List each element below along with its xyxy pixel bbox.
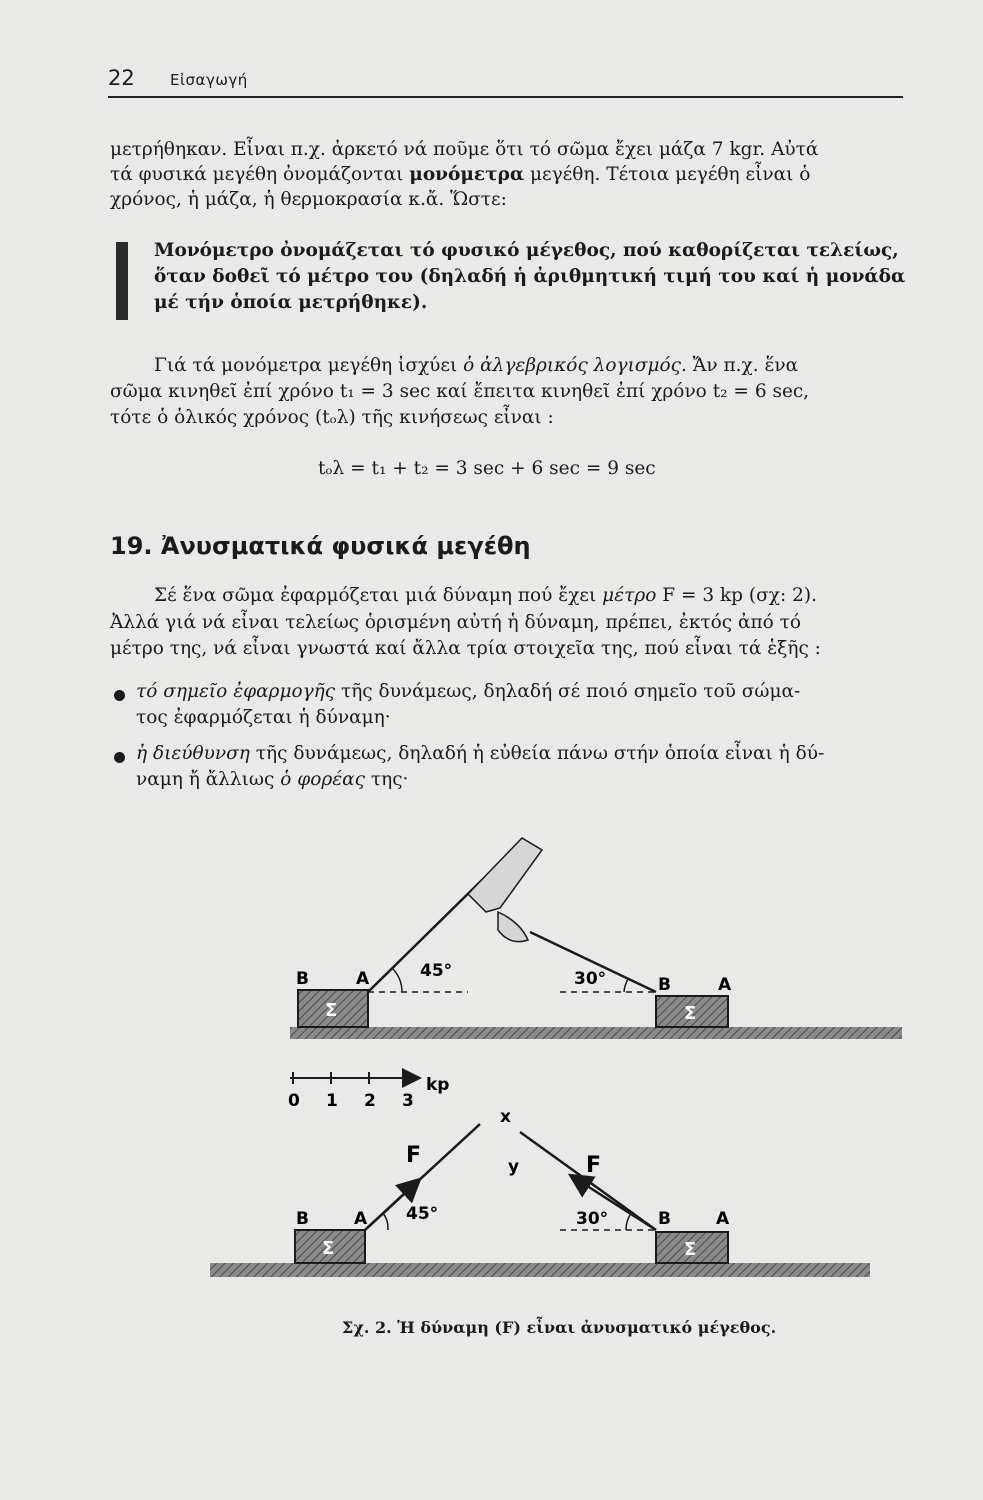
bullet-2-line-2: ναμη ἤ ἄλλιως ὁ φορέας της· bbox=[136, 769, 409, 790]
pushing-hand-icon bbox=[498, 912, 528, 942]
bottom-right-force-label: F bbox=[586, 1153, 602, 1178]
bottom-right-body-label: Σ bbox=[684, 1239, 697, 1260]
term-monometra: μονόμετρα bbox=[409, 164, 525, 185]
section-line-1: Σέ ἕνα σῶμα ἐφαρμόζεται μιά δύναμη πού ἔχει μέτρο F = 3 kp (σχ: 2). bbox=[154, 585, 817, 606]
intro-line-3: χρόνος, ἡ μάζα, ἡ θερμοκρασία κ.ἄ. Ὥστε: bbox=[110, 189, 507, 210]
label-x: x bbox=[500, 1107, 511, 1127]
algebra-line-2: σῶμα κινηθεῖ ἐπί χρόνο t₁ = 3 sec καί ἔπειτα κινηθεῖ ἐπί χρόνο t₂ = 6 sec, bbox=[110, 381, 810, 402]
bottom-ground-surface bbox=[210, 1263, 870, 1277]
top-left-angle-label: 45° bbox=[420, 961, 453, 981]
scale-unit: kp bbox=[426, 1075, 450, 1095]
force-scale bbox=[288, 1072, 449, 1111]
bottom-right-label-a: A bbox=[716, 1209, 730, 1229]
bullet-dot-1 bbox=[114, 690, 125, 701]
top-left-label-b: B bbox=[296, 969, 309, 989]
top-left-angle-arc bbox=[392, 968, 402, 992]
definition-marker-bar bbox=[116, 242, 128, 320]
pulling-hand-icon bbox=[468, 838, 542, 912]
running-title: Εἰσαγωγή bbox=[170, 71, 248, 89]
label-y: y bbox=[508, 1157, 520, 1177]
top-right-label-b: B bbox=[658, 975, 671, 995]
scale-label-2: 2 bbox=[364, 1091, 376, 1111]
section-line-2: Ἀλλά γιά νά εἶναι τελείως ὁρισμένη αὐτή ἡ δύναμη, πρέπει, ἐκτός ἀπό τό bbox=[110, 612, 802, 633]
bottom-right-label-b: B bbox=[658, 1209, 671, 1229]
bullet-dot-2 bbox=[114, 752, 125, 763]
bottom-right-angle-arc bbox=[626, 1215, 630, 1230]
bullet-1-line-1: τό σημεῖο ἐφαρμογῆς τῆς δυνάμεως, δηλαδή σέ ποιό σημεῖο τοῦ σώμα- bbox=[136, 681, 801, 702]
algebra-line-1: Γιά τά μονόμετρα μεγέθη ἰσχύει ὁ ἀλγεβρικός λογισμός. Ἄν π.χ. ἕνα bbox=[154, 355, 799, 376]
scale-label-1: 1 bbox=[326, 1091, 338, 1111]
bottom-right-angle-label: 30° bbox=[576, 1209, 609, 1229]
bottom-left-angle-label: 45° bbox=[406, 1204, 439, 1224]
page-number: 22 bbox=[108, 66, 135, 90]
bottom-diagram bbox=[210, 1107, 870, 1277]
top-left-body-label: Σ bbox=[325, 1000, 338, 1021]
top-right-label-a: A bbox=[718, 975, 732, 995]
intro-line-1: μετρήθηκαν. Εἶναι π.χ. ἀρκετό νά ποῦμε ὅτι τό σῶμα ἔχει μάζα 7 kgr. Αὐτά bbox=[110, 139, 819, 160]
bottom-left-body-label: Σ bbox=[322, 1238, 335, 1259]
figure-2-force-vector bbox=[150, 820, 930, 1350]
scale-label-3: 3 bbox=[402, 1091, 414, 1111]
total-time-formula: tₒλ = t₁ + t₂ = 3 sec + 6 sec = 9 sec bbox=[318, 458, 656, 479]
header-rule bbox=[108, 96, 903, 98]
bullet-1-line-2: τος ἐφαρμόζεται ἡ δύναμη· bbox=[136, 707, 391, 728]
bottom-left-force-label: F bbox=[406, 1143, 422, 1168]
algebra-line-3: τότε ὁ ὁλικός χρόνος (tₒλ) τῆς κινήσεως εἶναι : bbox=[110, 407, 554, 428]
section-title: 19. Ἀνυσματικά φυσικά μεγέθη bbox=[110, 532, 531, 560]
intro-line-2: τά φυσικά μεγέθη ὀνομάζονται μονόμετρα μεγέθη. Τέτοια μεγέθη εἶναι ὁ bbox=[110, 164, 811, 185]
top-right-angle-arc bbox=[624, 979, 628, 992]
page-header bbox=[108, 64, 903, 104]
top-right-angle-label: 30° bbox=[574, 969, 607, 989]
top-ground-surface bbox=[290, 1027, 902, 1039]
section-line-3: μέτρο της, νά εἶναι γνωστά καί ἄλλα τρία στοιχεῖα της, πού εἶναι τά ἑξῆς : bbox=[110, 638, 821, 659]
bullet-2-line-1: ἡ διεύθυνση τῆς δυνάμεως, δηλαδή ἡ εὐθεία πάνω στήν ὁποία εἶναι ἡ δύ- bbox=[136, 743, 825, 764]
top-right-body-label: Σ bbox=[684, 1003, 697, 1024]
top-diagram bbox=[290, 838, 902, 1039]
scale-label-0: 0 bbox=[288, 1091, 300, 1111]
definition-text: Μονόμετρο ὀνομάζεται τό φυσικό μέγεθος, πού καθορίζεται τελείως, ὅταν δοθεῖ τό μέτρο του (δηλαδή ἡ ἀριθμητική τιμή του καί ἡ μονάδα μέ τήν ὁποία μετρήθηκε). bbox=[154, 240, 906, 313]
figure-caption: Σχ. 2. Ἡ δύναμη (F) εἶναι ἀνυσματικό μέγεθος. bbox=[342, 1318, 777, 1337]
top-left-label-a: A bbox=[356, 969, 370, 989]
bottom-left-label-a: A bbox=[354, 1209, 368, 1229]
bottom-left-label-b: B bbox=[296, 1209, 309, 1229]
bottom-left-angle-arc bbox=[383, 1213, 388, 1230]
